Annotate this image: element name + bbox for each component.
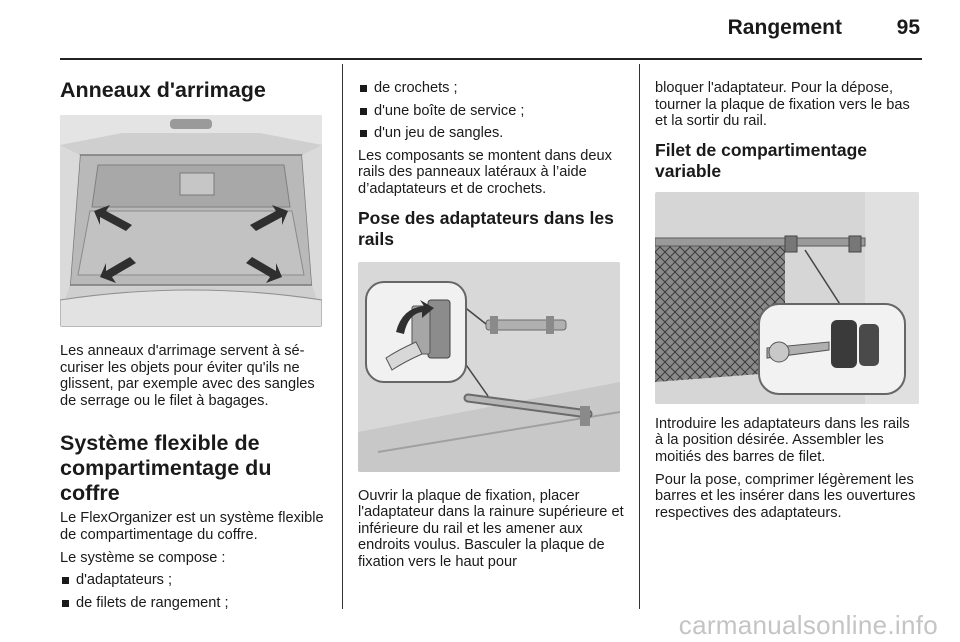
paragraph-introduire: Introduire les adaptateurs dans les rails à la position désirée. Assembler les moitiés des barres de filet. bbox=[655, 415, 910, 465]
section-title: Rangement bbox=[727, 16, 842, 39]
paragraph-ouvrir: Ouvrir la plaque de fixation, placer l'adaptateur dans la rainure supérieure et inférieure du rail et les amener aux endroits voulus. Basculer la plaque de fixation vers le haut pour bbox=[358, 487, 624, 570]
column-divider-1 bbox=[342, 64, 343, 609]
bullet-list-2 bbox=[358, 80, 624, 142]
bullet-square-icon bbox=[360, 108, 367, 115]
list-item: d'adaptateurs ; bbox=[60, 572, 326, 589]
list-item: d'un jeu de sangles. bbox=[358, 125, 624, 142]
list-item: d'une boîte de service ; bbox=[358, 103, 624, 120]
paragraph-anneaux: Les anneaux d'arrimage servent à sécuriser les objets pour éviter qu'ils ne glissent, par exemple avec des sangles de serrage ou le filet à bagages. bbox=[60, 343, 315, 409]
paragraph-bloquer: bloquer l'adaptateur. Pour la dépose, tourner la plaque de fixation vers le bas et la sortir du rail. bbox=[655, 80, 910, 130]
heading-anneaux: Anneaux d'arrimage bbox=[60, 78, 266, 102]
page-header bbox=[60, 16, 920, 50]
list-item: de filets de rangement ; bbox=[60, 595, 326, 612]
watermark: carmanualsonline.info bbox=[678, 610, 938, 640]
paragraph-flexorganizer: Le FlexOrganizer est un système flexible de compartimentage du coffre. bbox=[60, 510, 324, 543]
heading-systeme: Système flexible de compartimentage du coffre bbox=[60, 431, 272, 506]
bullet-square-icon bbox=[360, 130, 367, 137]
bullet-square-icon bbox=[62, 577, 69, 584]
column-2 bbox=[358, 80, 624, 577]
header-rule bbox=[60, 58, 922, 60]
column-divider-2 bbox=[639, 64, 640, 609]
bullet-list-1 bbox=[60, 572, 326, 611]
column-3 bbox=[655, 80, 921, 527]
column-1 bbox=[60, 68, 326, 617]
bullet-square-icon bbox=[62, 600, 69, 607]
figure-tie-down-rings bbox=[60, 115, 322, 327]
page-number: 95 bbox=[896, 16, 920, 39]
figure-variable-net bbox=[655, 192, 919, 404]
figure-adapter-rail bbox=[358, 262, 620, 472]
list-item: de crochets ; bbox=[358, 80, 624, 97]
paragraph-compose: Le système se compose : bbox=[60, 549, 226, 566]
paragraph-pose: Pour la pose, comprimer légèrement les barres et les insérer dans les ouvertures respectives des adaptateurs. bbox=[655, 471, 916, 521]
bullet-square-icon bbox=[360, 85, 367, 92]
heading-pose-adaptateurs: Pose des adaptateurs dans les rails bbox=[358, 207, 614, 249]
paragraph-composants: Les composants se montent dans deux rails des panneaux latéraux à l’aide d’adaptateurs et de crochets. bbox=[358, 147, 612, 197]
heading-filet: Filet de compartimentage variable bbox=[655, 139, 867, 181]
